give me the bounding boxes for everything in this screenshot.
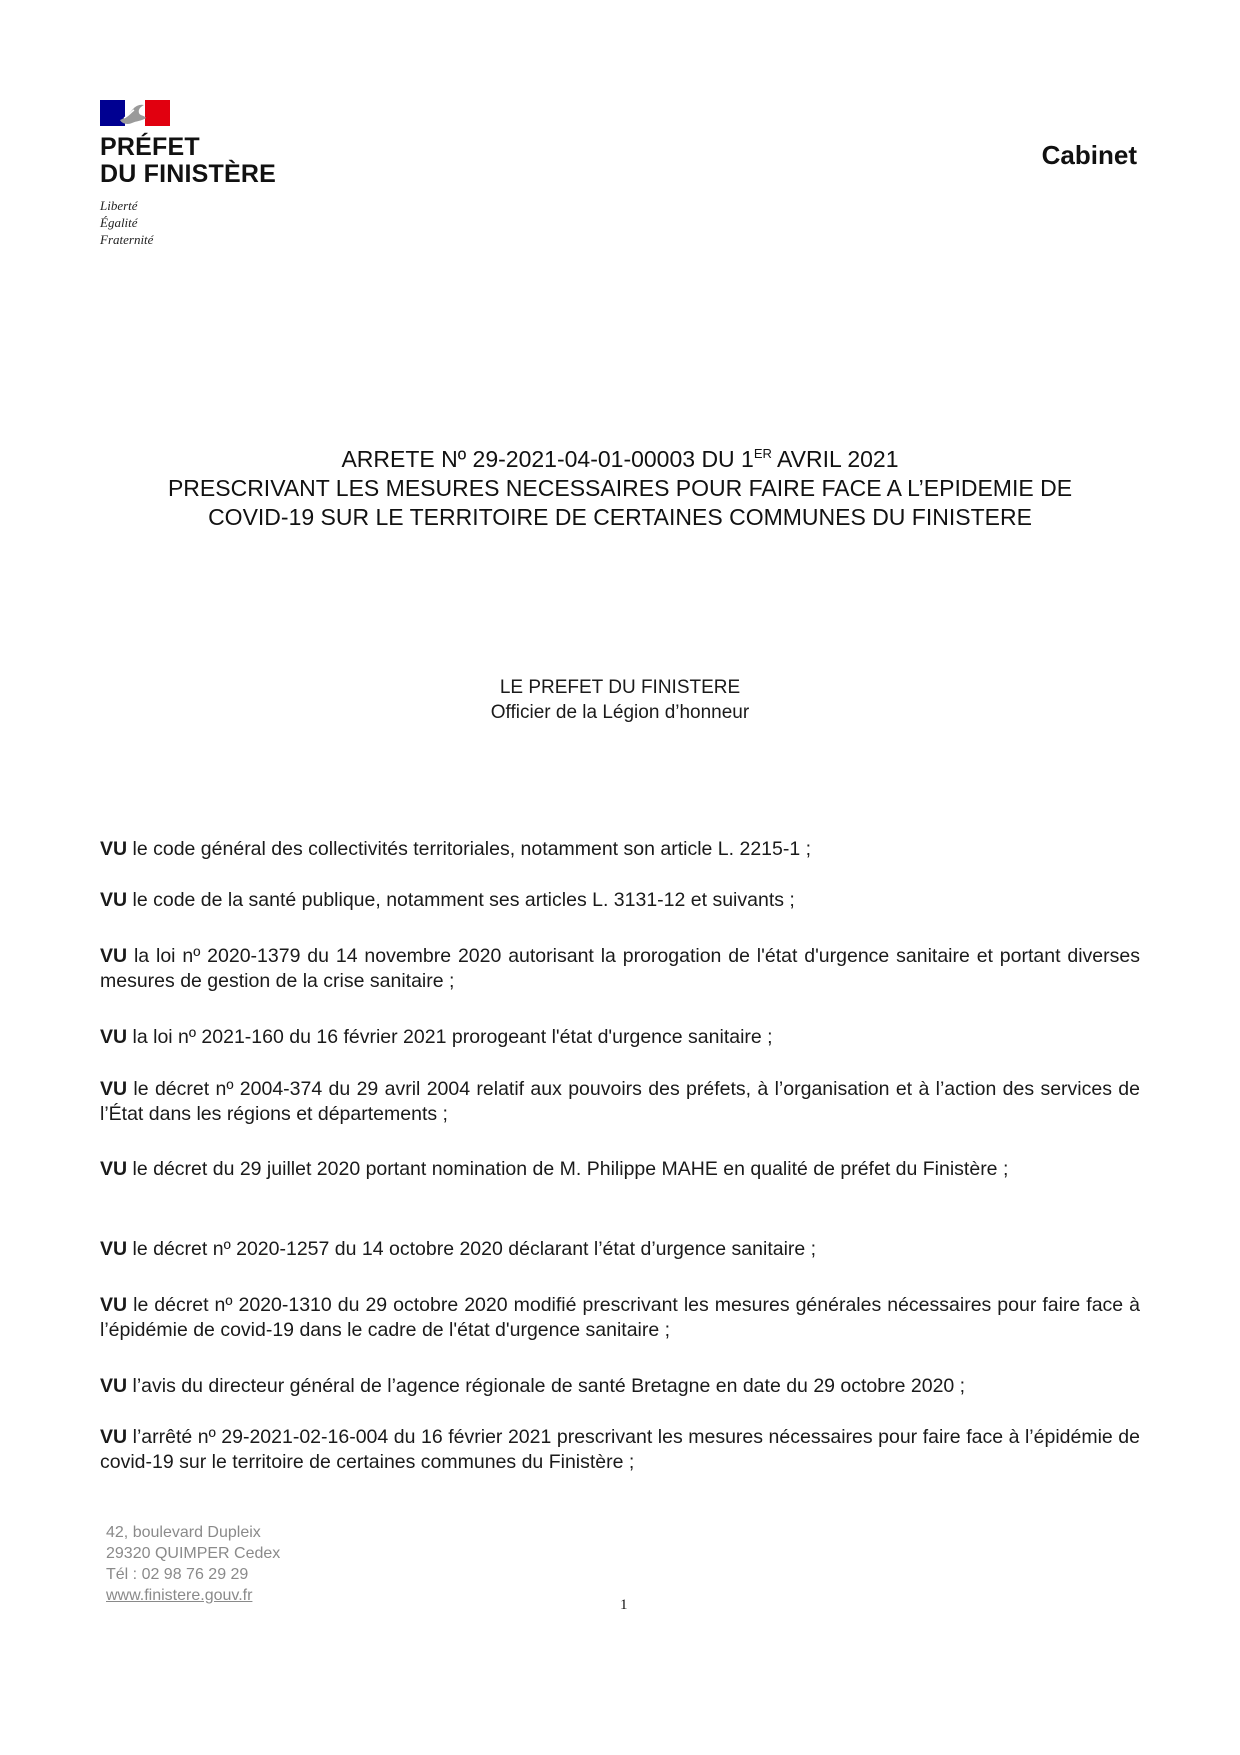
motto-liberte: Liberté bbox=[100, 198, 138, 213]
decree-title-line2: PRESCRIVANT LES MESURES NECESSAIRES POUR FAIRE FACE A L’EPIDEMIE DE bbox=[167, 475, 1073, 501]
visa-prefix: VU bbox=[100, 1158, 128, 1180]
visa-prefix: VU bbox=[100, 1026, 128, 1048]
visa-item bbox=[100, 1025, 1140, 1050]
prefecture-name bbox=[100, 134, 300, 188]
visa-text: le décret nº 2020-1310 du 29 octobre 2020 modifié prescrivant les mesures générales nécessaires pour faire face à l’épidémie de covid-19 dans le cadre de l'état d'urgence sanitaire ; bbox=[100, 1294, 1140, 1341]
visa-prefix: VU bbox=[100, 1426, 128, 1448]
decree-number: ARRETE Nº 29-2021-04-01-00003 DU 1 bbox=[341, 446, 754, 472]
visa-prefix: VU bbox=[100, 945, 128, 967]
visa-item bbox=[100, 1157, 1140, 1182]
visa-item bbox=[100, 1374, 1140, 1399]
visa-text: la loi nº 2021-160 du 16 février 2021 prorogeant l'état d'urgence sanitaire ; bbox=[127, 1026, 773, 1048]
footer-website-link[interactable]: www.finistere.gouv.fr bbox=[106, 1587, 253, 1604]
authority-distinction: Officier de la Légion d’honneur bbox=[490, 702, 750, 723]
visa-text: le décret nº 2004-374 du 29 avril 2004 relatif aux pouvoirs des préfets, à l’organisation et à l’action des services de l’État dans les régions et départements ; bbox=[100, 1078, 1140, 1125]
visa-prefix: VU bbox=[100, 1078, 128, 1100]
visa-item bbox=[100, 1425, 1140, 1475]
visa-item bbox=[100, 837, 1140, 862]
visa-item bbox=[100, 1077, 1140, 1127]
page-number: 1 bbox=[620, 1597, 628, 1613]
footer-phone: Tél : 02 98 76 29 29 bbox=[106, 1566, 249, 1583]
visa-prefix: VU bbox=[100, 1238, 128, 1260]
visa-prefix: VU bbox=[100, 1294, 128, 1316]
ordinal-suffix: ER bbox=[753, 446, 772, 461]
visa-prefix: VU bbox=[100, 838, 128, 860]
decree-title bbox=[100, 445, 1140, 532]
decree-date: AVRIL 2021 bbox=[771, 446, 899, 472]
service-name: Cabinet bbox=[1041, 140, 1137, 170]
prefecture-name-line1: PRÉFET bbox=[100, 133, 200, 161]
visa-item bbox=[100, 944, 1140, 994]
decree-title-line3: COVID-19 SUR LE TERRITOIRE DE CERTAINES COMMUNES DU FINISTERE bbox=[208, 504, 1032, 530]
republic-motto bbox=[100, 197, 300, 248]
footer-street: 42, boulevard Dupleix bbox=[106, 1524, 261, 1541]
authority-block bbox=[100, 675, 1140, 725]
visa-text: le décret du 29 juillet 2020 portant nomination de M. Philippe MAHE en qualité de préfet du Finistère ; bbox=[127, 1158, 1009, 1180]
visa-item bbox=[100, 888, 1140, 913]
visa-text: la loi nº 2020-1379 du 14 novembre 2020 autorisant la prorogation de l'état d'urgence sanitaire et portant diverses mesures de gestion de la crise sanitaire ; bbox=[100, 945, 1140, 992]
visa-text: le code général des collectivités territoriales, notamment son article L. 2215-1 ; bbox=[127, 838, 812, 860]
visa-text: le décret nº 2020-1257 du 14 octobre 2020 déclarant l’état d’urgence sanitaire ; bbox=[127, 1238, 817, 1260]
prefecture-name-line2: DU FINISTÈRE bbox=[100, 160, 277, 188]
marianne-flag-icon bbox=[100, 100, 170, 126]
decree-title-line1 bbox=[100, 445, 1140, 474]
visa-item bbox=[100, 1237, 1140, 1262]
visa-text: le code de la santé publique, notamment ses articles L. 3131-12 et suivants ; bbox=[127, 889, 795, 911]
footer-city: 29320 QUIMPER Cedex bbox=[106, 1545, 281, 1562]
visa-prefix: VU bbox=[100, 889, 128, 911]
footer-address bbox=[106, 1522, 280, 1606]
visa-prefix: VU bbox=[100, 1375, 128, 1397]
visa-text: l’avis du directeur général de l’agence régionale de santé Bretagne en date du 29 octobre 2020 ; bbox=[127, 1375, 966, 1397]
prefecture-logo bbox=[100, 100, 300, 248]
motto-fraternite: Fraternité bbox=[100, 232, 154, 247]
visa-text: l’arrêté nº 29-2021-02-16-004 du 16 février 2021 prescrivant les mesures nécessaires pour faire face à l’épidémie de covid-19 sur le territoire de certaines communes du Finistère ; bbox=[100, 1426, 1140, 1473]
visa-item bbox=[100, 1293, 1140, 1343]
motto-egalite: Égalité bbox=[100, 215, 138, 230]
authority-title: LE PREFET DU FINISTERE bbox=[499, 677, 741, 698]
